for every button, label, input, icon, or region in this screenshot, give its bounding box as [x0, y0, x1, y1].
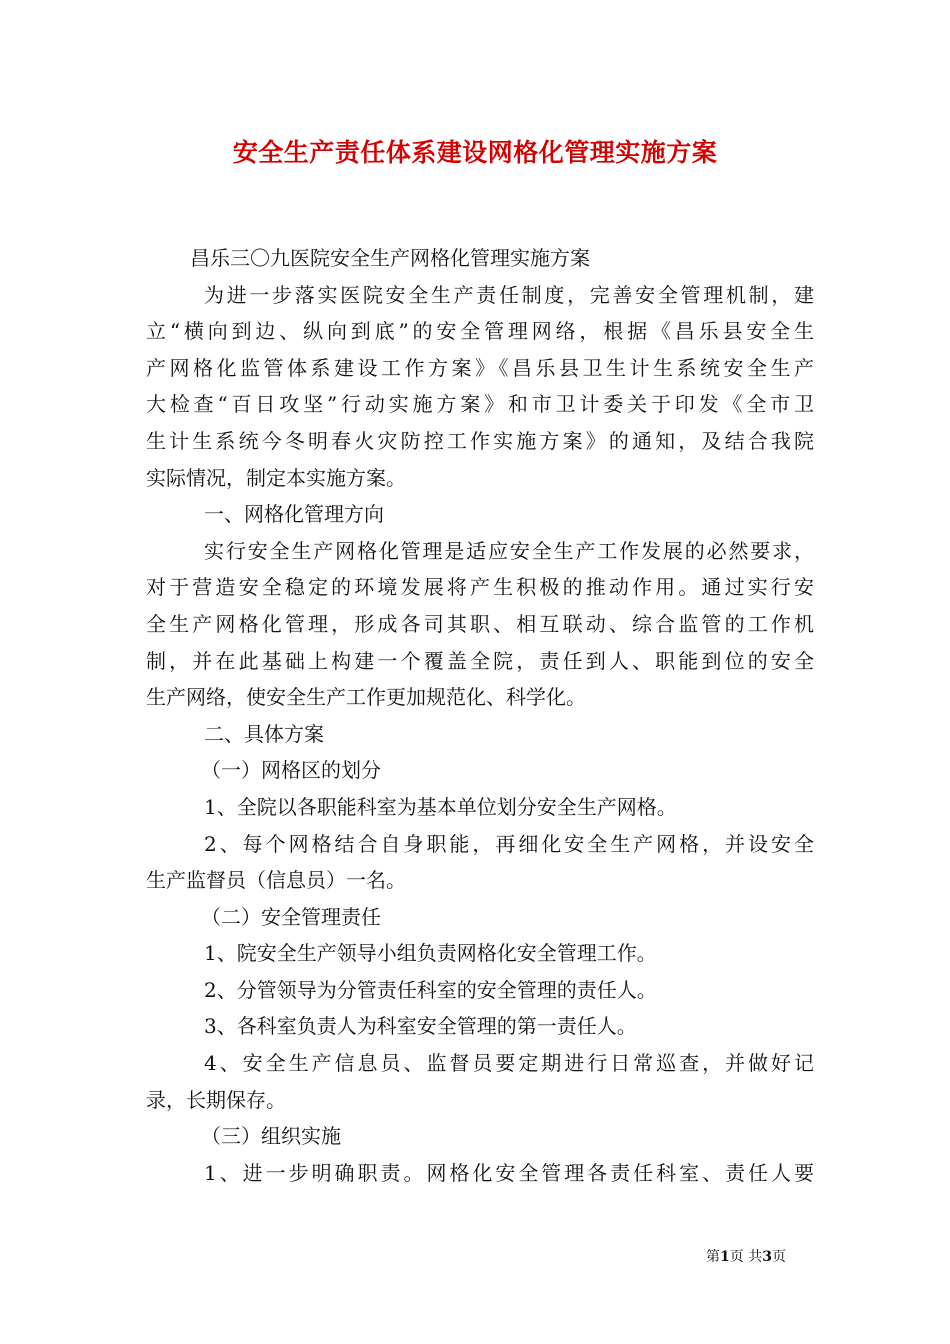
total-page-number: 3 — [762, 1249, 772, 1265]
footer-middle: 页 共 — [729, 1249, 763, 1265]
list-item: 4、安全生产信息员、监督员要定期进行日常巡查，并做好记 — [204, 1051, 814, 1076]
list-item-continuation: 生产监督员（信息员）一名。 — [146, 868, 406, 893]
subsection-heading: （一）网格区的划分 — [201, 758, 381, 783]
paragraph-line: 为进一步落实医院安全生产责任制度，完善安全管理机制，建 — [204, 282, 814, 307]
section-heading: 二、具体方案 — [204, 721, 324, 746]
list-item: 1、院安全生产领导小组负责网格化安全管理工作。 — [204, 941, 657, 966]
paragraph-line: 制，并在此基础上构建一个覆盖全院，责任到人、职能到位的安全 — [146, 648, 814, 673]
footer-prefix: 第 — [706, 1249, 720, 1265]
paragraph-line: 大检查“百日攻坚”行动实施方案》和市卫计委关于印发《全市卫 — [146, 392, 814, 417]
paragraph-line: 对于营造安全稳定的环境发展将产生积极的推动作用。通过实行安 — [146, 575, 814, 600]
list-item: 3、各科室负责人为科室安全管理的第一责任人。 — [204, 1014, 637, 1039]
paragraph-line: 实际情况，制定本实施方案。 — [146, 465, 406, 490]
section-heading: 一、网格化管理方向 — [204, 502, 384, 527]
paragraph-line: 生产网络，使安全生产工作更加规范化、科学化。 — [146, 685, 586, 710]
page-footer — [706, 1246, 786, 1266]
subtitle-line: 昌乐三〇九医院安全生产网格化管理实施方案 — [190, 246, 590, 270]
subsection-heading: （二）安全管理责任 — [201, 904, 381, 929]
paragraph-line: 产网格化监管体系建设工作方案》《昌乐县卫生计生系统安全生产 — [146, 355, 814, 380]
list-item: 1、全院以各职能科室为基本单位划分安全生产网格。 — [204, 794, 677, 819]
paragraph-line: 生计生系统今冬明春火灾防控工作实施方案》的通知，及结合我院 — [146, 428, 814, 453]
subsection-heading: （三）组织实施 — [201, 1124, 341, 1149]
list-item-continuation: 录，长期保存。 — [146, 1087, 286, 1112]
document-body — [146, 240, 814, 1191]
list-item: 2、分管领导为分管责任科室的安全管理的责任人。 — [204, 977, 657, 1002]
paragraph-line: 立“横向到边、纵向到底”的安全管理网络，根据《昌乐县安全生 — [146, 319, 814, 344]
current-page-number: 1 — [720, 1249, 730, 1265]
footer-suffix: 页 — [771, 1249, 786, 1265]
list-item: 1、进一步明确职责。网格化安全管理各责任科室、责任人要 — [204, 1160, 814, 1185]
list-item: 2、每个网格结合自身职能，再细化安全生产网格，并设安全 — [204, 831, 814, 856]
paragraph-line: 全生产网格化管理，形成各司其职、相互联动、综合监管的工作机 — [146, 611, 814, 636]
paragraph-line: 实行安全生产网格化管理是适应安全生产工作发展的必然要求， — [204, 538, 814, 563]
document-title: 安全生产责任体系建设网格化管理实施方案 — [232, 138, 718, 167]
